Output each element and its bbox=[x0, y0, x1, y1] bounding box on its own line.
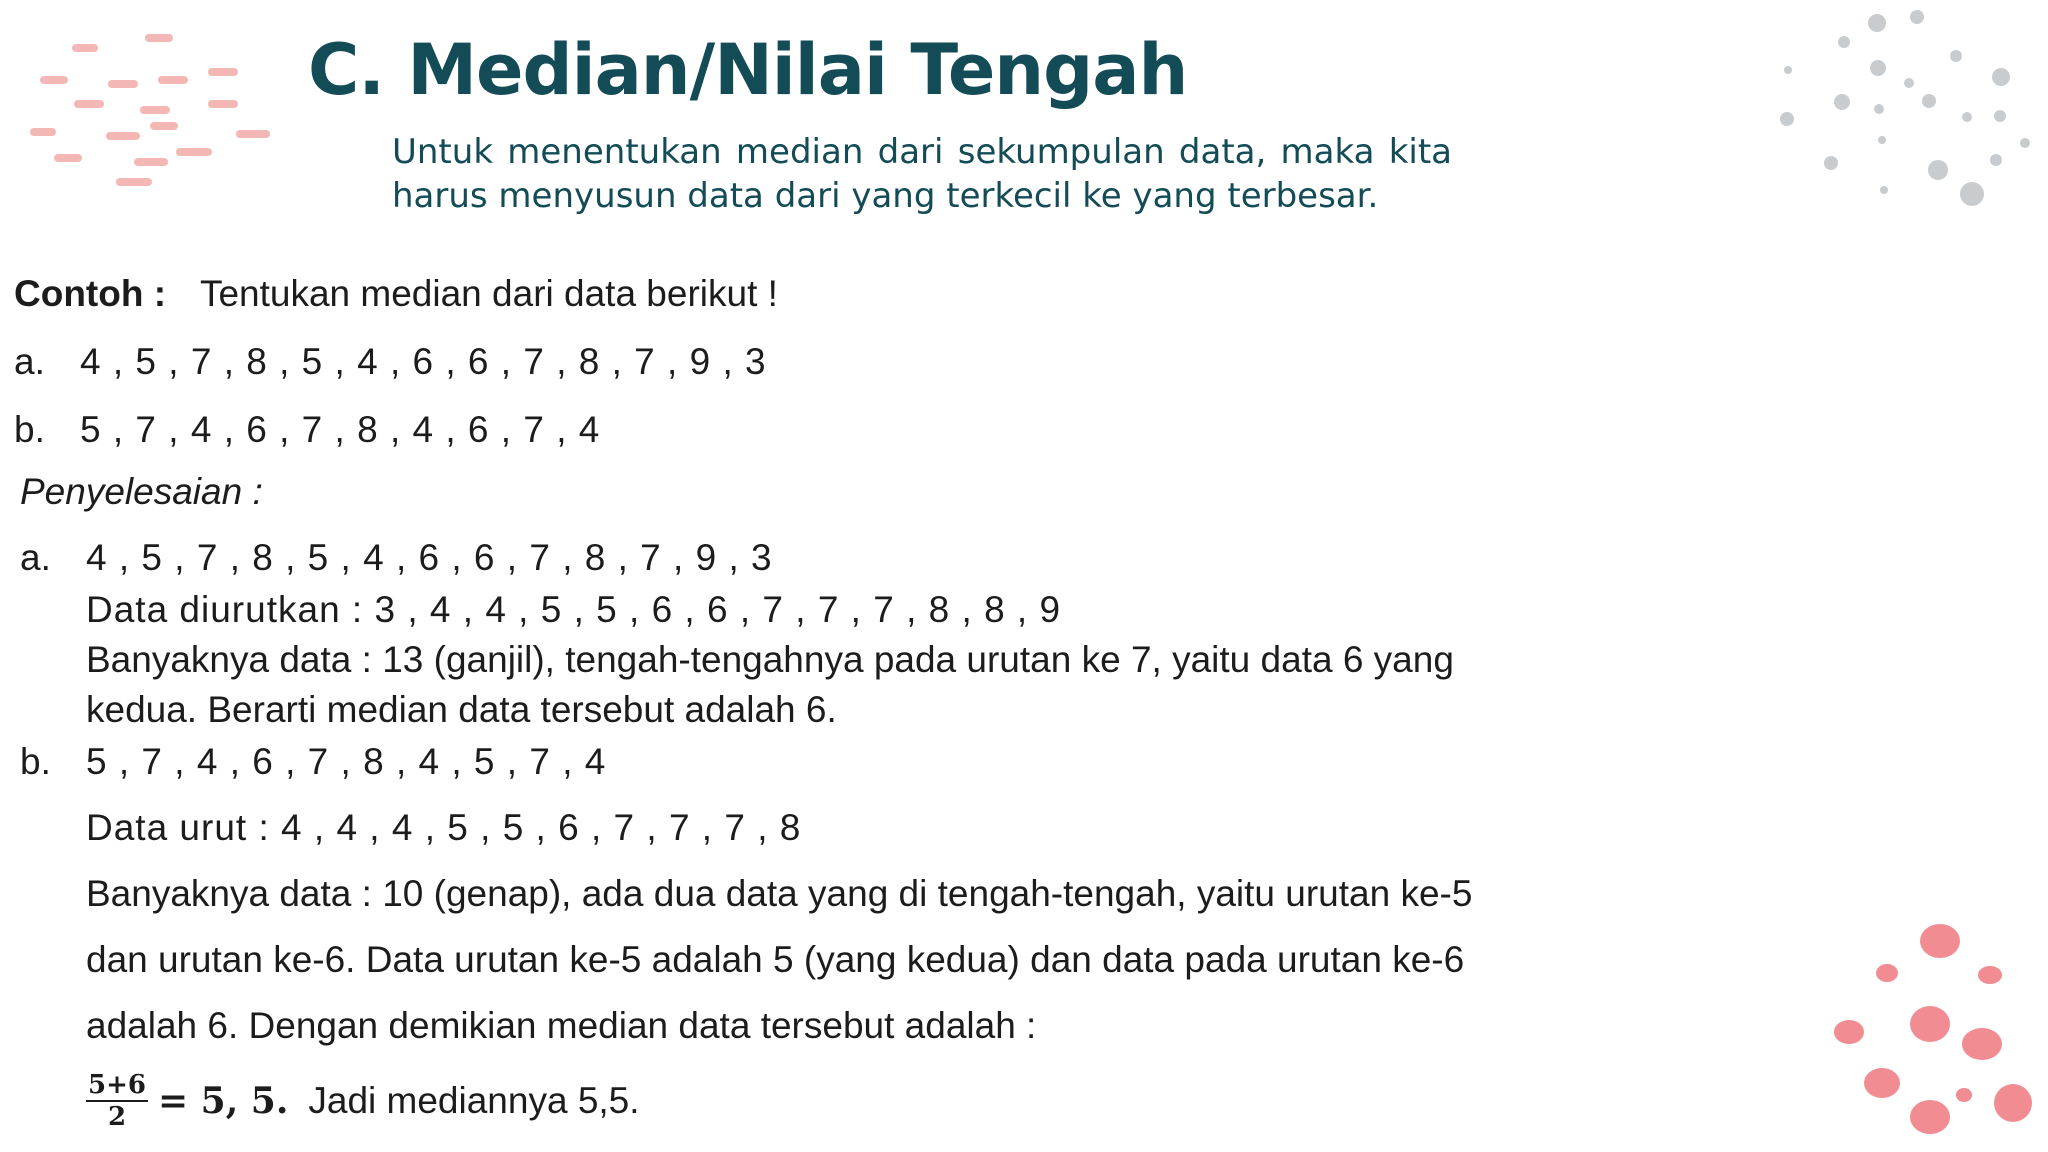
median-fraction bbox=[86, 1070, 148, 1132]
fraction-numerator: 5+6 bbox=[88, 1070, 146, 1100]
solution-a-sorted: Data diurutkan : 3 , 4 , 4 , 5 , 5 , 6 , 6 , 7 , 7 , 7 , 8 , 8 , 9 bbox=[86, 589, 1062, 630]
solution-b-sorted: Data urut : 4 , 4 , 4 , 5 , 5 , 6 , 7 , 7 , 7 , 8 bbox=[86, 807, 802, 848]
solution-a-line-2: kedua. Berarti median data tersebut adalah 6. bbox=[86, 689, 837, 730]
fraction-result: = 5, 5. bbox=[157, 1080, 289, 1122]
data-sequence: 4 , 5 , 7 , 8 , 5 , 4 , 6 , 6 , 7 , 8 , 7 , 9 , 3 bbox=[80, 341, 767, 382]
intro-line-2: harus menyusun data dari yang terkecil ke yang terbesar. bbox=[392, 176, 1379, 216]
solution-a-data bbox=[20, 536, 773, 580]
list-marker: a. bbox=[14, 341, 45, 382]
solution-b-data bbox=[20, 740, 606, 784]
solution-a-line-1: Banyaknya data : 13 (ganjil), tengah-tengahnya pada urutan ke 7, yaitu data 6 yang bbox=[86, 639, 1454, 680]
example-prompt: Tentukan median dari data berikut ! bbox=[199, 273, 778, 314]
example-item-b bbox=[14, 408, 600, 452]
data-sequence: 4 , 5 , 7 , 8 , 5 , 4 , 6 , 6 , 7 , 8 , 7 , 9 , 3 bbox=[86, 537, 773, 578]
example-label: Contoh : bbox=[14, 273, 167, 314]
example-heading bbox=[14, 272, 778, 316]
slide-title: C. Median/Nilai Tengah bbox=[308, 29, 1188, 111]
solution-b-line-2: dan urutan ke-6. Data urutan ke-5 adalah 5 (yang kedua) dan data pada urutan ke-6 bbox=[86, 939, 1465, 980]
fraction-denominator: 2 bbox=[107, 1102, 127, 1132]
conclusion-text: Jadi mediannya 5,5. bbox=[308, 1080, 640, 1121]
example-item-a bbox=[14, 340, 767, 384]
solution-b-line-1: Banyaknya data : 10 (genap), ada dua data yang di tengah-tengah, yaitu urutan ke-5 bbox=[86, 873, 1473, 914]
solution-b-line-3: adalah 6. Dengan demikian median data tersebut adalah : bbox=[86, 1005, 1037, 1046]
list-marker: b. bbox=[20, 741, 51, 782]
solution-heading: Penyelesaian : bbox=[20, 471, 263, 512]
data-sequence: 5 , 7 , 4 , 6 , 7 , 8 , 4 , 5 , 7 , 4 bbox=[86, 741, 607, 782]
solution-b-result bbox=[86, 1070, 640, 1132]
intro-text bbox=[392, 130, 1452, 218]
intro-line-1: Untuk menentukan median dari sekumpulan data, maka kita bbox=[392, 132, 1452, 172]
list-marker: a. bbox=[20, 537, 51, 578]
list-marker: b. bbox=[14, 409, 45, 450]
data-sequence: 5 , 7 , 4 , 6 , 7 , 8 , 4 , 6 , 7 , 4 bbox=[80, 409, 601, 450]
